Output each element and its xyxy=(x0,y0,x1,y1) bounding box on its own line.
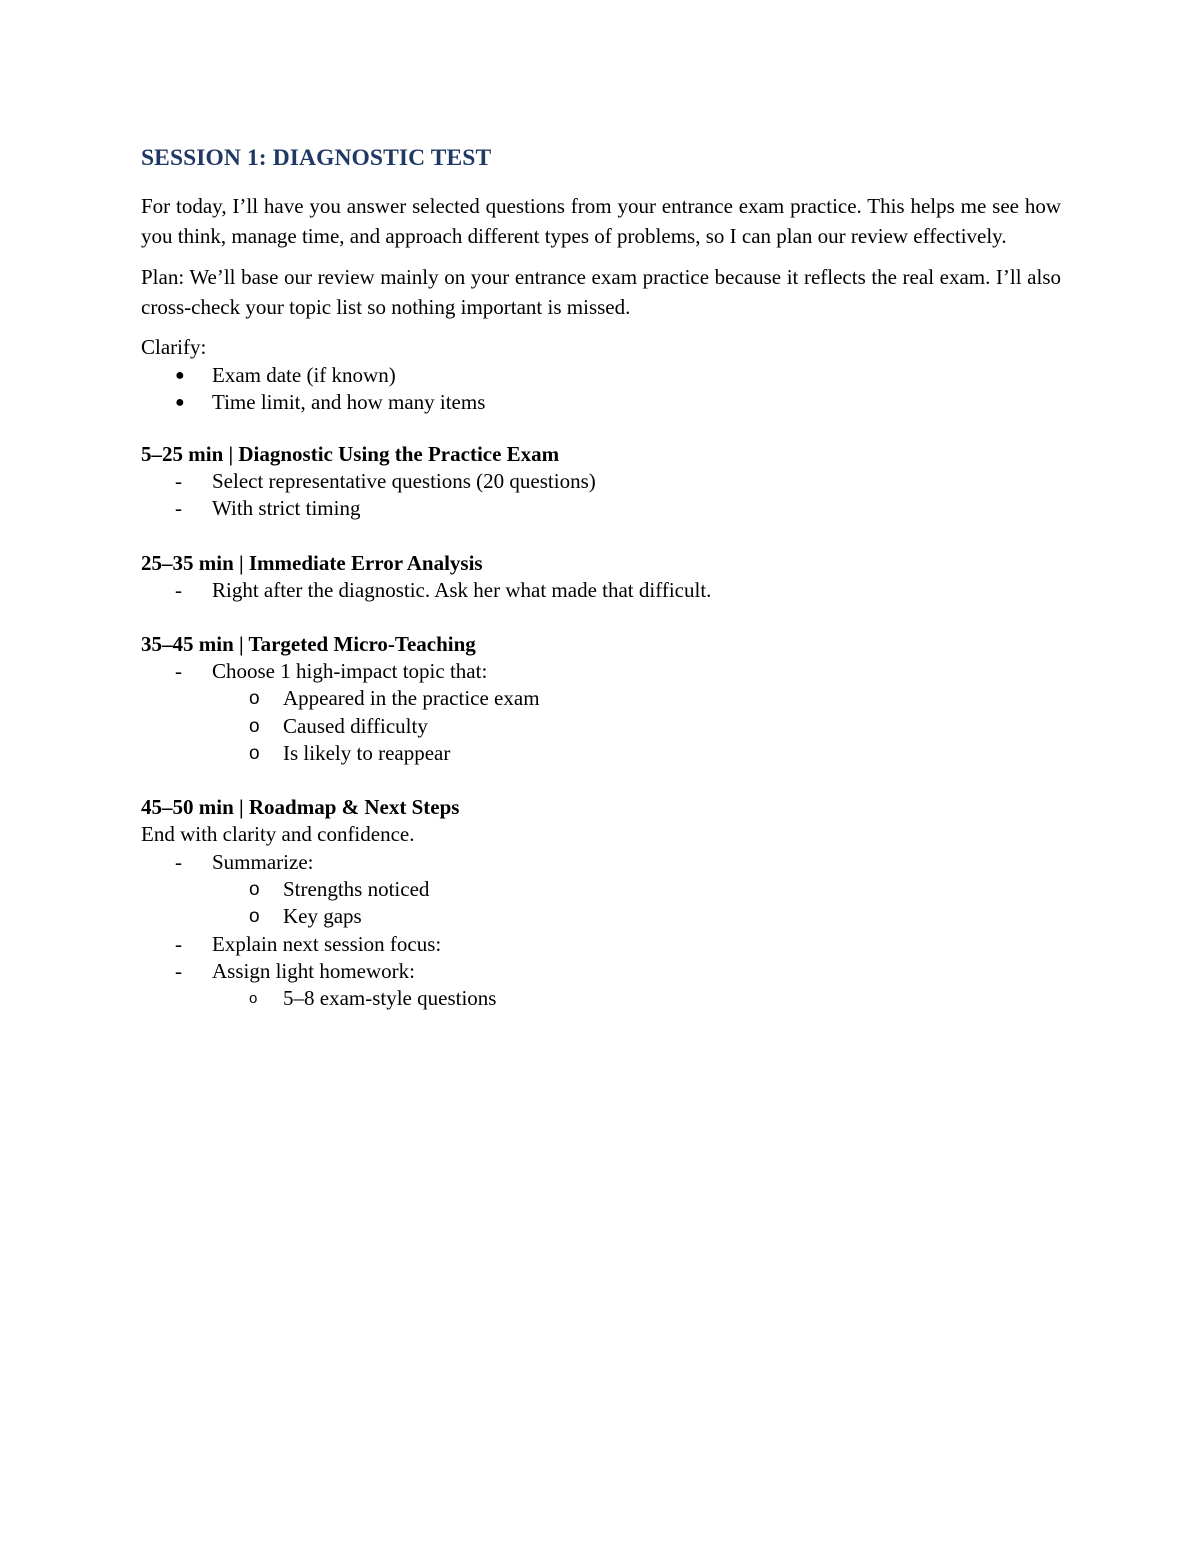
section-list xyxy=(141,468,1061,523)
list-item: ● Time limit, and how many items xyxy=(141,389,1061,416)
bullet-icon: ● xyxy=(175,393,185,411)
section-note: End with clarity and confidence. xyxy=(141,822,415,847)
dash-icon: - xyxy=(175,496,182,521)
list-item: o Caused difficulty xyxy=(212,713,1061,740)
sub-list xyxy=(212,876,1061,931)
list-item: o Key gaps xyxy=(212,903,1061,930)
section-list xyxy=(141,931,1061,986)
section-list xyxy=(141,658,1061,685)
dash-icon: - xyxy=(175,658,182,683)
section-list xyxy=(141,849,1061,876)
section-heading: 5–25 min | Diagnostic Using the Practice Exam xyxy=(141,442,560,467)
section-micro-teaching xyxy=(141,630,1061,767)
list-item: - With strict timing xyxy=(141,495,1061,522)
sub-list xyxy=(212,985,1061,1012)
list-item: - Assign light homework: xyxy=(141,958,1061,985)
circle-bullet-icon: o xyxy=(249,990,258,1008)
circle-bullet-icon: o xyxy=(249,906,260,928)
list-item: o 5–8 exam-style questions xyxy=(212,985,1061,1012)
dash-icon: - xyxy=(175,469,182,494)
clarify-block xyxy=(141,334,1061,416)
section-roadmap xyxy=(141,793,1061,1012)
section-list xyxy=(141,577,1061,604)
list-item: ● Exam date (if known) xyxy=(141,362,1061,389)
list-item: o Strengths noticed xyxy=(212,876,1061,903)
bullet-icon: ● xyxy=(175,366,185,384)
plan-paragraph: Plan: We’ll base our review mainly on your entrance exam practice because it reflects the real exam. I’ll also cross-check your topic list so nothing important is missed. xyxy=(141,265,1061,319)
clarify-list xyxy=(141,362,1061,417)
circle-bullet-icon: o xyxy=(249,878,260,900)
list-item: - Choose 1 high-impact topic that: xyxy=(141,658,1061,685)
clarify-label: Clarify: xyxy=(141,335,207,359)
circle-bullet-icon: o xyxy=(249,742,260,764)
circle-bullet-icon: o xyxy=(249,688,260,710)
list-item: - Right after the diagnostic. Ask her what made that difficult. xyxy=(141,577,1061,604)
section-heading: 35–45 min | Targeted Micro-Teaching xyxy=(141,631,476,656)
list-item: o Is likely to reappear xyxy=(212,740,1061,767)
list-item: - Select representative questions (20 questions) xyxy=(141,468,1061,495)
list-item: o Appeared in the practice exam xyxy=(212,685,1061,712)
intro-paragraph: For today, I’ll have you answer selected questions from your entrance exam practice. This helps me see how you think, manage time, and approach different types of problems, so I can plan our review effectively. xyxy=(141,194,1061,248)
section-heading: 45–50 min | Roadmap & Next Steps xyxy=(141,795,460,820)
dash-icon: - xyxy=(175,931,182,956)
document-body xyxy=(141,140,1061,1012)
section-heading: 25–35 min | Immediate Error Analysis xyxy=(141,550,483,575)
list-item: - Summarize: xyxy=(141,849,1061,876)
list-item: - Explain next session focus: xyxy=(141,931,1061,958)
circle-bullet-icon: o xyxy=(249,715,260,737)
section-diagnostic xyxy=(141,440,1061,523)
page-title: SESSION 1: DIAGNOSTIC TEST xyxy=(141,145,492,171)
dash-icon: - xyxy=(175,849,182,874)
dash-icon: - xyxy=(175,577,182,602)
sub-list xyxy=(212,685,1061,767)
dash-icon: - xyxy=(175,958,182,983)
section-error-analysis xyxy=(141,549,1061,604)
